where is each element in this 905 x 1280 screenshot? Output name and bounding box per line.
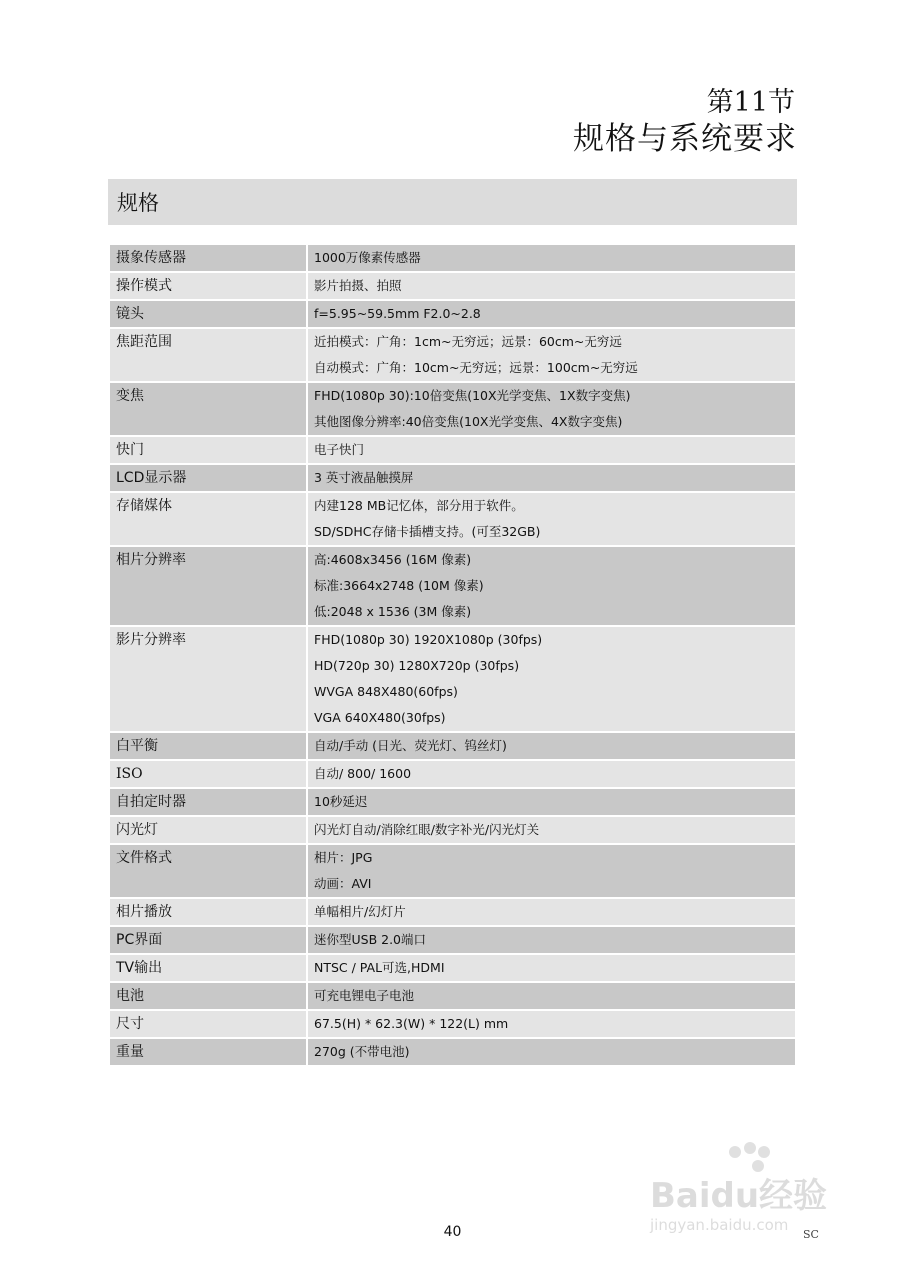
spec-value-line: 67.5(H) * 62.3(W) * 122(L) mm [314, 1016, 509, 1031]
spec-row [109, 816, 796, 844]
baidu-watermark [640, 1140, 870, 1240]
spec-value-cell [307, 492, 796, 546]
spec-table [108, 243, 797, 1067]
watermark-url: jingyan.baidu.com [650, 1216, 789, 1234]
spec-value-line: 内建128 MB记忆体，部分用于软件。 [314, 498, 524, 513]
spec-value-line: WVGA 848X480(60fps) [314, 684, 458, 699]
spec-value-cell [307, 816, 796, 844]
spec-label-cell [109, 898, 307, 926]
spec-row [109, 244, 796, 272]
spec-row [109, 272, 796, 300]
spec-label: 白平衡 [116, 738, 158, 754]
section-number: 第11节 [706, 87, 795, 118]
spec-value-cell [307, 926, 796, 954]
spec-value-line: 标准:3664x2748 (10M 像素) [314, 578, 484, 593]
spec-label: 重量 [116, 1044, 144, 1060]
spec-value-line: 高:4608x3456 (16M 像素) [314, 552, 472, 567]
spec-value-line: HD(720p 30) 1280X720p (30fps) [314, 658, 520, 673]
spec-value-cell [307, 626, 796, 732]
watermark-brand: Baidu经验 [650, 1176, 828, 1216]
spec-value-line: 可充电锂电子电池 [314, 988, 415, 1003]
spec-label-cell [109, 926, 307, 954]
spec-value-line: 闪光灯自动/消除红眼/数字补光/闪光灯关 [314, 822, 540, 837]
spec-row [109, 926, 796, 954]
specs-banner [108, 179, 797, 225]
spec-value-cell [307, 732, 796, 760]
spec-label: 存储媒体 [116, 498, 172, 514]
spec-value-line: SD/SDHC存储卡插槽支持。(可至32GB) [314, 524, 541, 539]
spec-label-cell [109, 732, 307, 760]
spec-row [109, 492, 796, 546]
spec-value-cell [307, 300, 796, 328]
spec-row [109, 788, 796, 816]
spec-value-cell [307, 1038, 796, 1066]
spec-label-cell [109, 954, 307, 982]
spec-value-cell [307, 954, 796, 982]
spec-value-line: 270g (不带电池) [314, 1044, 410, 1059]
page-number: 40 [443, 1224, 462, 1240]
spec-label: 文件格式 [116, 850, 172, 866]
spec-label-cell [109, 244, 307, 272]
spec-row [109, 436, 796, 464]
spec-label-cell [109, 464, 307, 492]
spec-label-cell [109, 382, 307, 436]
spec-row [109, 982, 796, 1010]
spec-label-cell [109, 328, 307, 382]
spec-value-cell [307, 898, 796, 926]
spec-value-cell [307, 328, 796, 382]
spec-value-line: f=5.95~59.5mm F2.0~2.8 [314, 306, 481, 321]
spec-label-cell [109, 760, 307, 788]
spec-label-cell [109, 788, 307, 816]
spec-label: 快门 [116, 442, 144, 458]
spec-row [109, 464, 796, 492]
spec-label-cell [109, 1038, 307, 1066]
spec-label: TV输出 [116, 960, 163, 976]
spec-value-line: 迷你型USB 2.0端口 [314, 932, 427, 947]
spec-value-line: 影片拍摄、拍照 [314, 278, 402, 293]
spec-value-line: 自动模式：广角：10cm~无穷远；远景：100cm~无穷远 [314, 360, 638, 375]
spec-value-line: 10秒延迟 [314, 794, 368, 809]
spec-value-line: 动画：AVI [314, 876, 372, 891]
spec-label-cell [109, 844, 307, 898]
spec-value-line: 自动/手动 (日光、荧光灯、钨丝灯) [314, 738, 507, 753]
spec-value-line: 1000万像素传感器 [314, 250, 421, 265]
spec-row [109, 1010, 796, 1038]
spec-label: 相片分辨率 [116, 552, 186, 568]
spec-value-cell [307, 760, 796, 788]
spec-value-cell [307, 464, 796, 492]
spec-value-cell [307, 244, 796, 272]
spec-value-cell [307, 982, 796, 1010]
spec-label-cell [109, 436, 307, 464]
spec-label: LCD显示器 [116, 470, 187, 486]
spec-value-line: 自动/ 800/ 1600 [314, 766, 412, 781]
spec-row [109, 1038, 796, 1066]
spec-row [109, 300, 796, 328]
spec-value-line: 近拍模式：广角：1cm~无穷远；远景：60cm~无穷远 [314, 334, 622, 349]
spec-label-cell [109, 1010, 307, 1038]
spec-label: 闪光灯 [116, 822, 158, 838]
spec-value-cell [307, 546, 796, 626]
spec-row [109, 844, 796, 898]
spec-row [109, 732, 796, 760]
spec-label-cell [109, 300, 307, 328]
section-title: 规格与系统要求 [573, 121, 797, 157]
spec-value-line: VGA 640X480(30fps) [314, 710, 446, 725]
spec-label: 电池 [116, 988, 144, 1004]
spec-row [109, 328, 796, 382]
spec-label: 摄象传感器 [116, 250, 186, 266]
spec-label-cell [109, 816, 307, 844]
spec-label: 变焦 [116, 388, 144, 404]
spec-value-line: FHD(1080p 30) 1920X1080p (30fps) [314, 632, 543, 647]
language-code: SC [803, 1228, 819, 1241]
spec-value-cell [307, 788, 796, 816]
spec-label: 影片分辨率 [116, 632, 186, 648]
spec-value-line: NTSC / PAL可选,HDMI [314, 960, 445, 975]
spec-label: ISO [116, 766, 143, 782]
spec-label: 镜头 [116, 306, 144, 322]
spec-value-line: 电子快门 [314, 442, 365, 457]
spec-label-cell [109, 272, 307, 300]
spec-value-cell [307, 272, 796, 300]
spec-label-cell [109, 982, 307, 1010]
spec-value-cell [307, 382, 796, 436]
spec-value-cell [307, 844, 796, 898]
spec-table-body [109, 244, 796, 1066]
spec-value-line: 其他图像分辨率:40倍变焦(10X光学变焦、4X数字变焦) [314, 414, 623, 429]
spec-label: PC界面 [116, 932, 163, 948]
spec-value-line: 低:2048 x 1536 (3M 像素) [314, 604, 472, 619]
spec-value-line: FHD(1080p 30):10倍变焦(10X光学变焦、1X数字变焦) [314, 388, 631, 403]
spec-value-line: 3 英寸液晶触摸屏 [314, 470, 414, 485]
spec-label-cell [109, 492, 307, 546]
spec-row [109, 546, 796, 626]
banner-title: 规格 [117, 191, 159, 215]
spec-label: 焦距范围 [116, 334, 172, 350]
spec-value-cell [307, 1010, 796, 1038]
spec-label-cell [109, 626, 307, 732]
spec-label-cell [109, 546, 307, 626]
spec-row [109, 626, 796, 732]
spec-row [109, 954, 796, 982]
spec-label: 操作模式 [116, 278, 172, 294]
spec-label: 相片播放 [116, 904, 172, 920]
spec-value-line: 相片：JPG [314, 850, 373, 865]
spec-row [109, 382, 796, 436]
spec-value-line: 单幅相片/幻灯片 [314, 904, 406, 919]
spec-row [109, 898, 796, 926]
spec-label: 自拍定时器 [116, 794, 186, 810]
spec-label: 尺寸 [116, 1016, 144, 1032]
spec-value-cell [307, 436, 796, 464]
spec-row [109, 760, 796, 788]
